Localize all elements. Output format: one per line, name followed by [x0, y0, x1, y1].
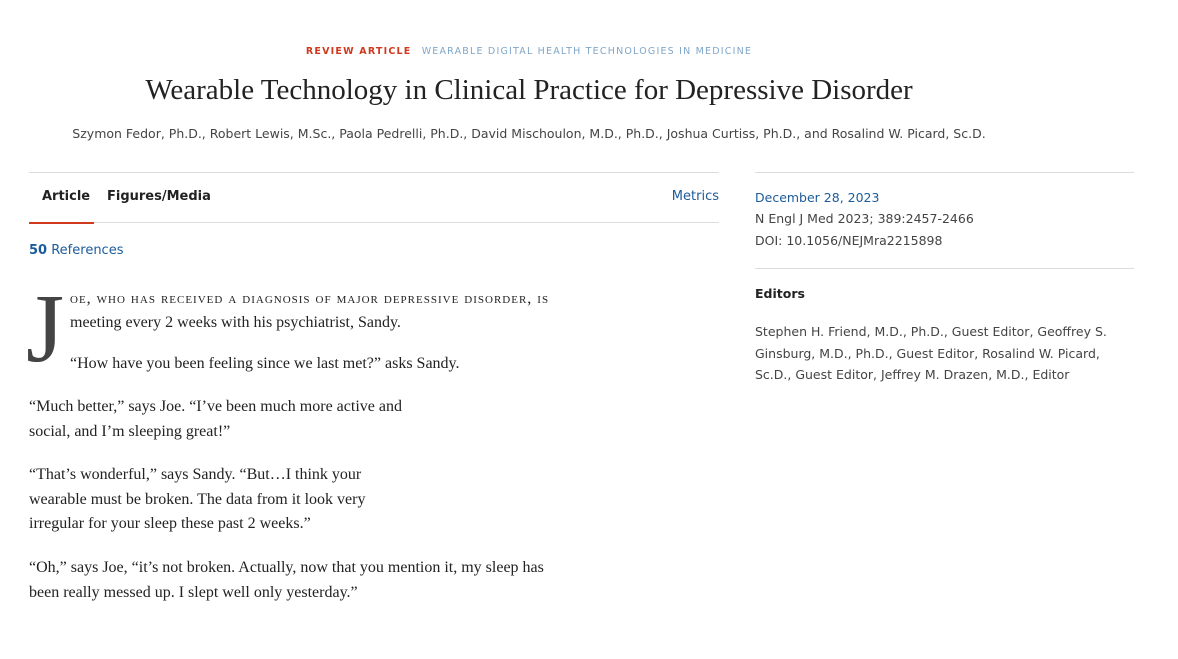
- lead-in-rest: meeting every 2 weeks with his psychiatrist, Sandy.: [70, 314, 401, 331]
- tab-article[interactable]: Article: [42, 189, 91, 204]
- body-paragraph-5: “Oh,” says Joe, “it’s not broken. Actually, now that you mention it, my sleep has been really messed up. I slept well only yesterday.”: [29, 559, 544, 601]
- article-tabs: [29, 180, 719, 223]
- sidebar-top-divider: [755, 172, 1134, 173]
- article-eyebrow: [0, 46, 1058, 57]
- publication-date[interactable]: December 28, 2023: [755, 190, 880, 205]
- journal-citation: N Engl J Med 2023; 389:2457-2466: [755, 211, 974, 226]
- tab-metrics[interactable]: Metrics: [671, 189, 719, 204]
- body-paragraph-4: “That’s wonderful,” says Sandy. “But…I think your wearable must be broken. The data from it look very irregular for your sleep these past 2 weeks.”: [29, 466, 366, 532]
- references-link[interactable]: [29, 243, 123, 258]
- editors-list: Stephen H. Friend, M.D., Ph.D., Guest Editor, Geoffrey S. Ginsburg, M.D., Ph.D., Guest Editor, Rosalind W. Picard, Sc.D., Guest Editor, Jeffrey M. Drazen, M.D., Editor: [755, 324, 1107, 382]
- drop-cap: J: [26, 275, 65, 383]
- author-list: Szymon Fedor, Ph.D., Robert Lewis, M.Sc., Paola Pedrelli, Ph.D., David Mischoulon, M.D., Ph.D., Joshua Curtiss, Ph.D., and Rosalind W. Picard, Sc.D.: [72, 126, 986, 141]
- series-link[interactable]: WEARABLE DIGITAL HEALTH TECHNOLOGIES IN MEDICINE: [421, 46, 753, 57]
- tabs-top-divider: [29, 172, 719, 173]
- references-count: 50: [29, 243, 48, 258]
- lead-in-small-caps: oe, who has received a diagnosis of major depressive disorder, is: [70, 290, 550, 307]
- tab-figures-media[interactable]: Figures/Media: [107, 189, 211, 204]
- body-paragraph-2: “How have you been feeling since we last met?” asks Sandy.: [70, 355, 460, 372]
- editors-heading: Editors: [755, 286, 805, 301]
- body-paragraph-3: “Much better,” says Joe. “I’ve been much more active and social, and I’m sleeping great!”: [29, 398, 402, 440]
- doi: DOI: 10.1056/NEJMra2215898: [755, 233, 943, 248]
- active-tab-indicator: [29, 222, 94, 224]
- article-type-label: REVIEW ARTICLE: [305, 46, 412, 57]
- article-title: Wearable Technology in Clinical Practice for Depressive Disorder: [145, 74, 913, 106]
- body-paragraph-1: [70, 287, 670, 335]
- sidebar-mid-divider: [755, 268, 1134, 269]
- references-label: References: [51, 243, 124, 258]
